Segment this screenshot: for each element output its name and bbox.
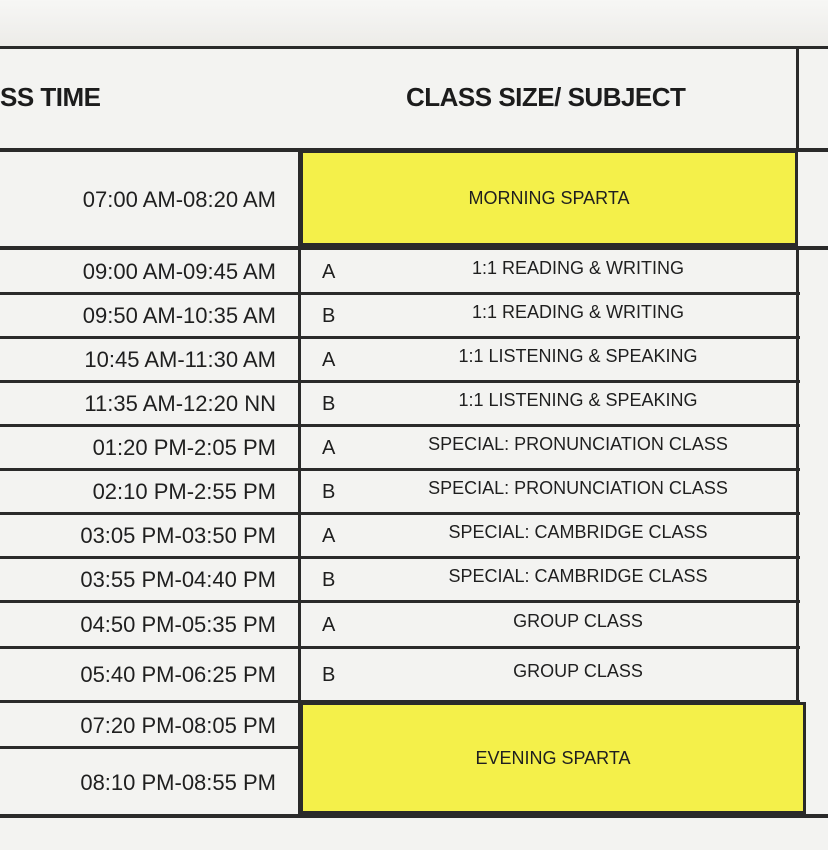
subject-right-border [796,602,799,648]
row-class-size: A [322,260,336,283]
row-subject: SPECIAL: PRONUNCIATION CLASS [428,433,728,454]
row-subject: 1:1 LISTENING & SPEAKING [458,345,698,366]
row-subject: GROUP CLASS [513,660,643,681]
header-right-divider [796,46,799,150]
row-time: 05:40 PM-06:25 PM [80,662,276,687]
row-class-size: B [322,304,336,327]
row-class-size: B [322,392,336,415]
subject-right-border [796,338,799,382]
subject-right-border [796,250,799,294]
row-time: 09:50 AM-10:35 AM [82,303,276,328]
row-class-size: A [322,613,336,636]
row-time: 10:45 AM-11:30 AM [84,347,276,372]
row-time: 03:05 PM-03:50 PM [80,523,276,548]
row-time: 09:00 AM-09:45 AM [82,259,276,284]
row-subject: SPECIAL: CAMBRIDGE CLASS [448,521,708,542]
table-bottom-border [0,814,828,818]
row-time: 01:20 PM-2:05 PM [92,435,276,460]
row-class-size: B [322,663,336,686]
header-class-time: SS TIME [0,82,101,112]
row-time: 02:10 PM-2:55 PM [92,479,276,504]
evening-sparta-label: EVENING SPARTA [475,747,631,768]
row-time: 11:35 AM-12:20 NN [84,391,276,416]
row-class-size: A [322,436,336,459]
evening-sparta-time-2: 08:10 PM-08:55 PM [80,770,276,795]
row-time: 03:55 PM-04:40 PM [80,567,276,592]
subject-right-border [796,382,799,426]
subject-right-border [796,514,799,558]
row-subject: 1:1 LISTENING & SPEAKING [458,389,698,410]
row-time: 04:50 PM-05:35 PM [80,612,276,637]
evening-sparta-block [300,702,806,814]
row-class-size: B [322,480,336,503]
paper-top-margin [0,0,828,48]
subject-right-border [796,426,799,470]
row-class-size: A [322,348,336,371]
evening-sparta-time-1: 07:20 PM-08:05 PM [80,713,276,738]
morning-sparta-label: MORNING SPARTA [468,187,630,208]
row-subject: 1:1 READING & WRITING [471,301,685,322]
morning-sparta-time: 07:00 AM-08:20 AM [82,187,276,212]
row-class-size: B [322,568,336,591]
row-border [0,746,300,749]
subject-right-border [796,470,799,514]
subject-right-border [796,648,799,702]
row-subject: GROUP CLASS [513,610,643,631]
subject-right-border [796,558,799,602]
row-class-size: A [322,524,336,547]
table-top-border [0,46,828,49]
morning-sparta-block [300,150,798,246]
subject-right-border [796,294,799,338]
row-subject: SPECIAL: CAMBRIDGE CLASS [448,565,708,586]
row-subject: 1:1 READING & WRITING [471,257,685,278]
header-class-size-subject: CLASS SIZE/ SUBJECT [406,82,686,112]
row-subject: SPECIAL: PRONUNCIATION CLASS [428,477,728,498]
